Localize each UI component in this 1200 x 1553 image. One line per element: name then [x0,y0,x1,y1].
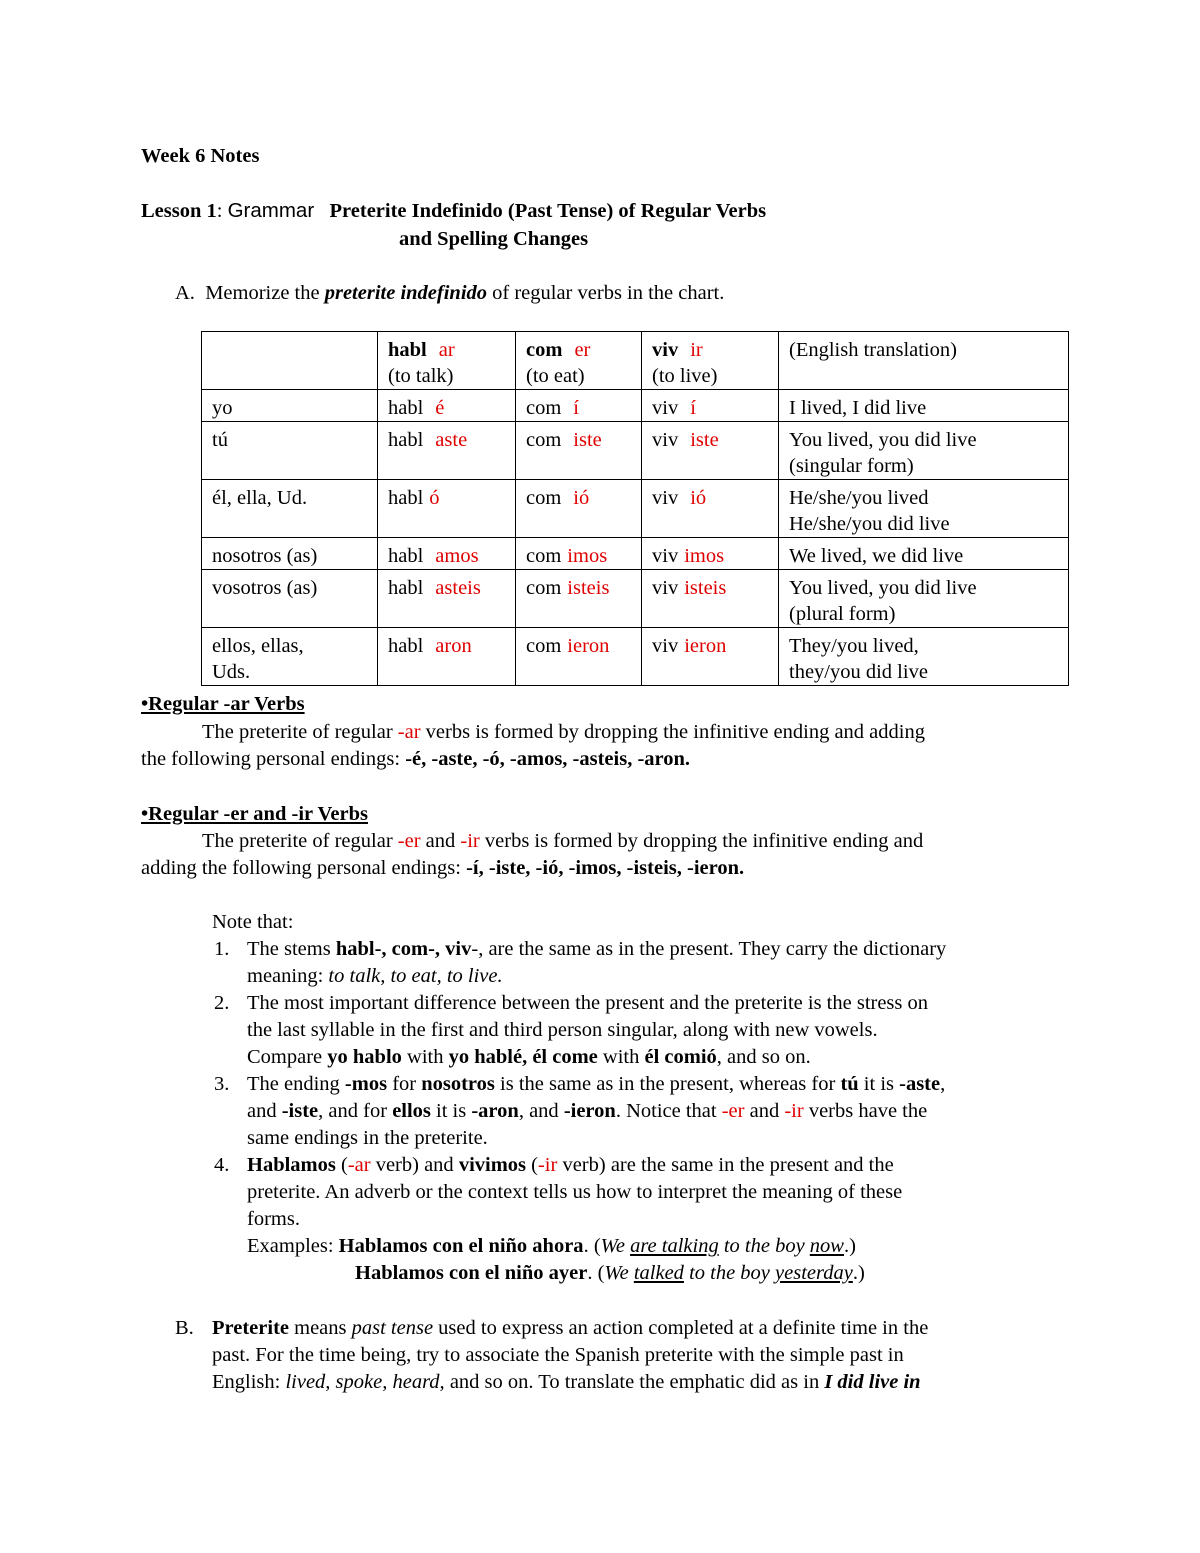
note-3-line3: same endings in the preterite. [247,1127,488,1149]
ar-line1 [202,722,925,743]
stem: viv [652,397,679,419]
text: means [294,1317,347,1339]
example-2 [355,1263,865,1284]
table-cell: (English translation) [779,332,1069,390]
endings: -é, -aste, -ó, -amos, -asteis, -aron. [405,748,691,770]
text: with [407,1046,444,1068]
bold-text: nosotros [421,1073,495,1095]
ending: ar [438,339,455,361]
stem: com [526,577,562,599]
lesson-heading [141,201,766,222]
table-cell [516,538,642,570]
bold-text: él comió [644,1046,717,1068]
pronoun-cell: él, ella, Ud. [202,480,378,538]
underlined-text: yesterday [775,1262,853,1284]
note-number: 2. [214,992,230,1014]
erir-line2 [141,858,744,879]
italic-text: We [600,1235,625,1257]
table-cell [516,570,642,628]
bold-italic-text: I did live in [824,1371,921,1393]
bold-text: Preterite [212,1317,289,1339]
english-cell: We lived, we did live [779,538,1069,570]
pronoun-line: ellos, ellas, [212,635,304,657]
table-cell [378,538,516,570]
underlined-text: talked [633,1262,684,1284]
table-cell [516,422,642,480]
stem: com [526,487,562,509]
ending: asteis [435,577,481,599]
stem: com [526,339,563,361]
stem: viv [652,545,679,567]
text: it is [436,1100,467,1122]
bold-text: Hablamos con el niño ahora [338,1235,584,1257]
text: verbs is formed by dropping the infinitive ending and [484,830,924,852]
english-line: He/she/you lived [789,487,929,509]
table-cell [378,422,516,480]
section-b-line1 [212,1318,928,1339]
english-cell [779,628,1069,686]
stem: com [526,545,562,567]
bold-text: -ieron [563,1100,616,1122]
section-b-marker: B. [175,1317,194,1339]
english-line: (plural form) [789,603,896,625]
lesson-heading-line1: Preterite Indefinido (Past Tense) of Regular Verbs [329,200,767,222]
red-text: -er [397,830,421,852]
ending: isteis [567,577,610,599]
lesson-colon: : [216,200,223,222]
ending: ir [690,339,703,361]
text: and [247,1100,277,1122]
table-cell [642,480,779,538]
text: verb) are the same in the present and the [562,1154,894,1176]
table-row [202,480,1069,538]
ending: ó [429,487,440,509]
bold-text: -mos [344,1073,388,1095]
pronoun-line: Uds. [212,661,251,683]
italic-text: We [604,1262,629,1284]
english-cell: I lived, I did live [779,390,1069,422]
pronoun-cell: tú [202,422,378,480]
gloss: (to eat) [526,365,585,387]
bold-text: ellos [392,1100,431,1122]
stem: habl [388,635,424,657]
pronoun-cell: yo [202,390,378,422]
red-text: -ar [347,1154,371,1176]
italic-text: past tense [351,1317,434,1339]
section-a-marker: A. [175,282,195,304]
ending: iste [573,429,602,451]
note-number: 4. [214,1154,230,1176]
table-cell [378,628,516,686]
text: meaning: [247,965,324,987]
text: The ending [247,1073,340,1095]
pronoun-cell: vosotros (as) [202,570,378,628]
gloss: (to talk) [388,365,454,387]
ending: aste [435,429,468,451]
text: ( [340,1154,348,1176]
text: and [425,830,456,852]
gloss: (to live) [652,365,718,387]
pronoun-cell: nosotros (as) [202,538,378,570]
table-cell [516,480,642,538]
note-4-line1 [247,1155,894,1176]
section-a-italic: preterite indefinido [324,282,488,304]
stem: habl [388,397,424,419]
section-a-text-after: of regular verbs in the chart. [492,282,725,304]
table-row [202,390,1069,422]
ending: ió [573,487,590,509]
bold-text: vivimos [458,1154,527,1176]
bold-text: yo hablo [327,1046,402,1068]
red-text: -er [721,1100,745,1122]
text: . Notice that [615,1100,717,1122]
text: , and for [318,1100,388,1122]
table-cell [642,422,779,480]
text: .) [852,1262,865,1284]
table-cell [516,390,642,422]
note-2-line3 [247,1047,811,1068]
erir-heading: •Regular -er and -ir Verbs [141,803,368,825]
text: , [381,938,387,960]
note-2-line2: the last syllable in the first and third person singular, along with new vowels. [247,1019,878,1041]
bold-text: -iste [281,1100,319,1122]
table-cell [642,628,779,686]
text: , and so on. [716,1046,811,1068]
english-cell [779,480,1069,538]
ending: ió [690,487,707,509]
lesson-heading-line2: and Spelling Changes [399,228,589,250]
text: ( [593,1235,601,1257]
bold-text: Hablamos [247,1154,336,1176]
ending: imos [567,545,608,567]
lesson-kind: Grammar [227,199,315,222]
note-number: 1. [214,938,230,960]
endings: -í, -iste, -ió, -imos, -isteis, -ieron. [466,857,745,879]
text: . [587,1262,593,1284]
page-title: Week 6 Notes [141,145,260,167]
text: The stems [247,938,331,960]
ar-line2 [141,749,690,770]
text: , and [518,1100,559,1122]
table-cell [378,570,516,628]
table-row [202,422,1069,480]
text: for [392,1073,417,1095]
stem: com [526,429,562,451]
note-1-line2 [247,966,503,987]
text: , [434,938,441,960]
table-cell [642,538,779,570]
stem: habl [388,545,424,567]
italic-text: lived, spoke, heard, [285,1371,445,1393]
text: used to express an action completed at a definite time in the [438,1317,929,1339]
english-line: they/you did live [789,661,928,683]
text: . [583,1235,589,1257]
english-line: You lived, you did live [789,429,977,451]
red-text: -ir [537,1154,558,1176]
bold-text: -aron [471,1100,519,1122]
text: with [602,1046,640,1068]
stem: viv [652,429,679,451]
text: verbs have the [808,1100,928,1122]
stem: habl [388,487,424,509]
note-2-line1: The most important difference between the present and the preterite is the stress on [247,992,929,1014]
italic-text: to the boy [723,1235,805,1257]
english-cell [779,422,1069,480]
bold-text: com- [391,938,435,960]
english-line: (singular form) [789,455,914,477]
stem: viv [652,487,679,509]
table-cell [642,332,779,390]
text: adding the following personal endings: [141,857,461,879]
ending: aron [435,635,472,657]
red-text: -ar [397,721,421,743]
text: verb) and [375,1154,454,1176]
english-line: They/you lived, [789,635,919,657]
ending: é [435,397,445,419]
note-4-line2: preterite. An adverb or the context tells us how to interpret the meaning of these [247,1181,903,1203]
stem: viv [652,635,679,657]
text: the following personal endings: [141,748,401,770]
table-row [202,628,1069,686]
stem: com [526,397,562,419]
italic-text: to the boy [689,1262,770,1284]
ending: isteis [684,577,727,599]
table-row [202,570,1069,628]
lesson-label: Lesson 1 [141,200,217,222]
ar-heading: •Regular -ar Verbs [141,693,305,715]
section-a [175,283,724,304]
stem: com [526,635,562,657]
notes-intro: Note that: [212,911,294,933]
table-cell [202,332,378,390]
table-cell [378,480,516,538]
text: and [749,1100,780,1122]
text: verbs is formed by dropping the infinitive ending and adding [425,721,925,743]
text: Compare [247,1046,323,1068]
ending: í [690,397,696,419]
note-number: 3. [214,1073,230,1095]
ending: ieron [684,635,727,657]
note-3-line1 [247,1074,945,1095]
section-b-line2: past. For the time being, try to associate the Spanish preterite with the simple past in [212,1344,904,1366]
text: English: [212,1371,281,1393]
text: ( [597,1262,605,1284]
ending: amos [435,545,479,567]
note-1-line1 [247,939,946,960]
table-row [202,538,1069,570]
bold-text: habl- [335,938,382,960]
table-cell [642,390,779,422]
stem: habl [388,577,424,599]
section-b-line3 [212,1372,921,1393]
bold-text: yo hablé, él come [448,1046,598,1068]
table-cell [516,332,642,390]
bold-text: Hablamos con el niño ayer [355,1262,588,1284]
table-cell [378,390,516,422]
erir-line1 [202,831,923,852]
bold-text: viv [445,938,472,960]
ending: imos [684,545,725,567]
text: The preterite of regular [202,830,393,852]
ending: ieron [567,635,610,657]
english-line: You lived, you did live [789,577,977,599]
text: .) [843,1235,856,1257]
ending: er [574,339,591,361]
table-cell [516,628,642,686]
text: ( [531,1154,538,1176]
stem: viv [652,339,679,361]
underlined-text: now [809,1235,844,1257]
ending: iste [690,429,719,451]
english-line: He/she/you did live [789,513,950,535]
section-a-text: Memorize the [205,282,320,304]
table-cell [642,570,779,628]
stem: viv [652,577,679,599]
conjugation-table [201,331,1069,686]
red-text: -ir [784,1100,804,1122]
table-header-row [202,332,1069,390]
text: and so on. To translate the emphatic did as in [449,1371,820,1393]
text: is the same as in the present, whereas for [500,1073,836,1095]
bold-text: -aste [899,1073,941,1095]
pronoun-cell [202,628,378,686]
stem: habl [388,429,424,451]
text: The preterite of regular [202,721,393,743]
text: it is [863,1073,894,1095]
note-4-line3: forms. [247,1208,300,1230]
table-cell [378,332,516,390]
underlined-text: are talking [630,1235,719,1257]
text: Examples: [247,1235,334,1257]
ending: í [573,397,579,419]
note-3-line2 [247,1101,927,1122]
english-cell [779,570,1069,628]
text: , [940,1073,946,1095]
red-text: -ir [460,830,480,852]
stem: habl [388,339,427,361]
italic-text: to talk, to eat, to live. [328,965,503,987]
example-1 [247,1236,856,1257]
bold-text: tú [840,1073,859,1095]
text: -, are the same as in the present. They carry the dictionary [471,938,947,960]
